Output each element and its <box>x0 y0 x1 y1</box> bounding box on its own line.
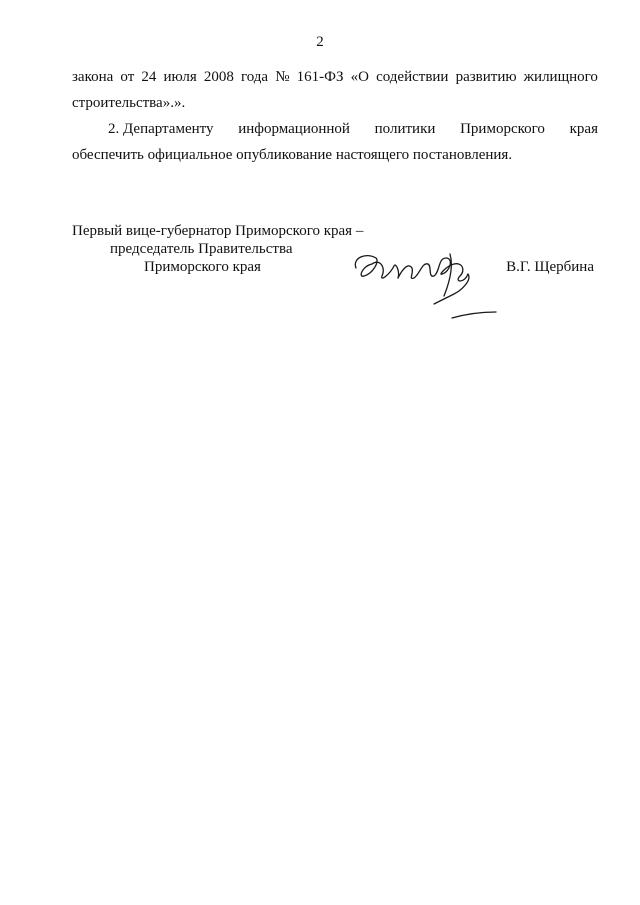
signer-name: В.Г. Щербина <box>506 259 594 275</box>
paragraph-law-reference <box>72 64 598 116</box>
word: 24 <box>141 69 157 85</box>
page-number: 2 <box>316 34 324 50</box>
word: политики <box>374 121 436 137</box>
handwritten-signature <box>350 244 506 326</box>
word: 2008 <box>203 69 234 85</box>
signer-title-line-2: председатель Правительства <box>110 241 293 257</box>
signer-title-line-3: Приморского края <box>144 259 261 275</box>
word: содействии <box>376 69 449 85</box>
word: 161-ФЗ <box>296 69 344 85</box>
word: № <box>275 69 290 85</box>
paragraph-line-justified <box>72 64 598 90</box>
word: июля <box>163 69 197 85</box>
word: развитию <box>455 69 517 85</box>
signature-block <box>72 222 598 332</box>
word: от <box>120 69 135 85</box>
word: края <box>569 121 598 137</box>
word: жилищного <box>523 69 598 85</box>
word: информационной <box>238 121 350 137</box>
word: «О <box>350 69 369 85</box>
word: закона <box>72 69 114 85</box>
word: года <box>240 69 269 85</box>
paragraph-line-justified <box>72 116 598 142</box>
paragraph-line: обеспечить официальное опубликование настоящего постановления. <box>72 147 513 163</box>
signer-title-line-1: Первый вице-губернатор Приморского края – <box>72 223 364 239</box>
word: Приморского <box>460 121 545 137</box>
word: 2. Департаменту <box>108 121 214 137</box>
paragraph-publication-clause <box>72 116 598 168</box>
paragraph-line: строительства».». <box>72 95 186 111</box>
